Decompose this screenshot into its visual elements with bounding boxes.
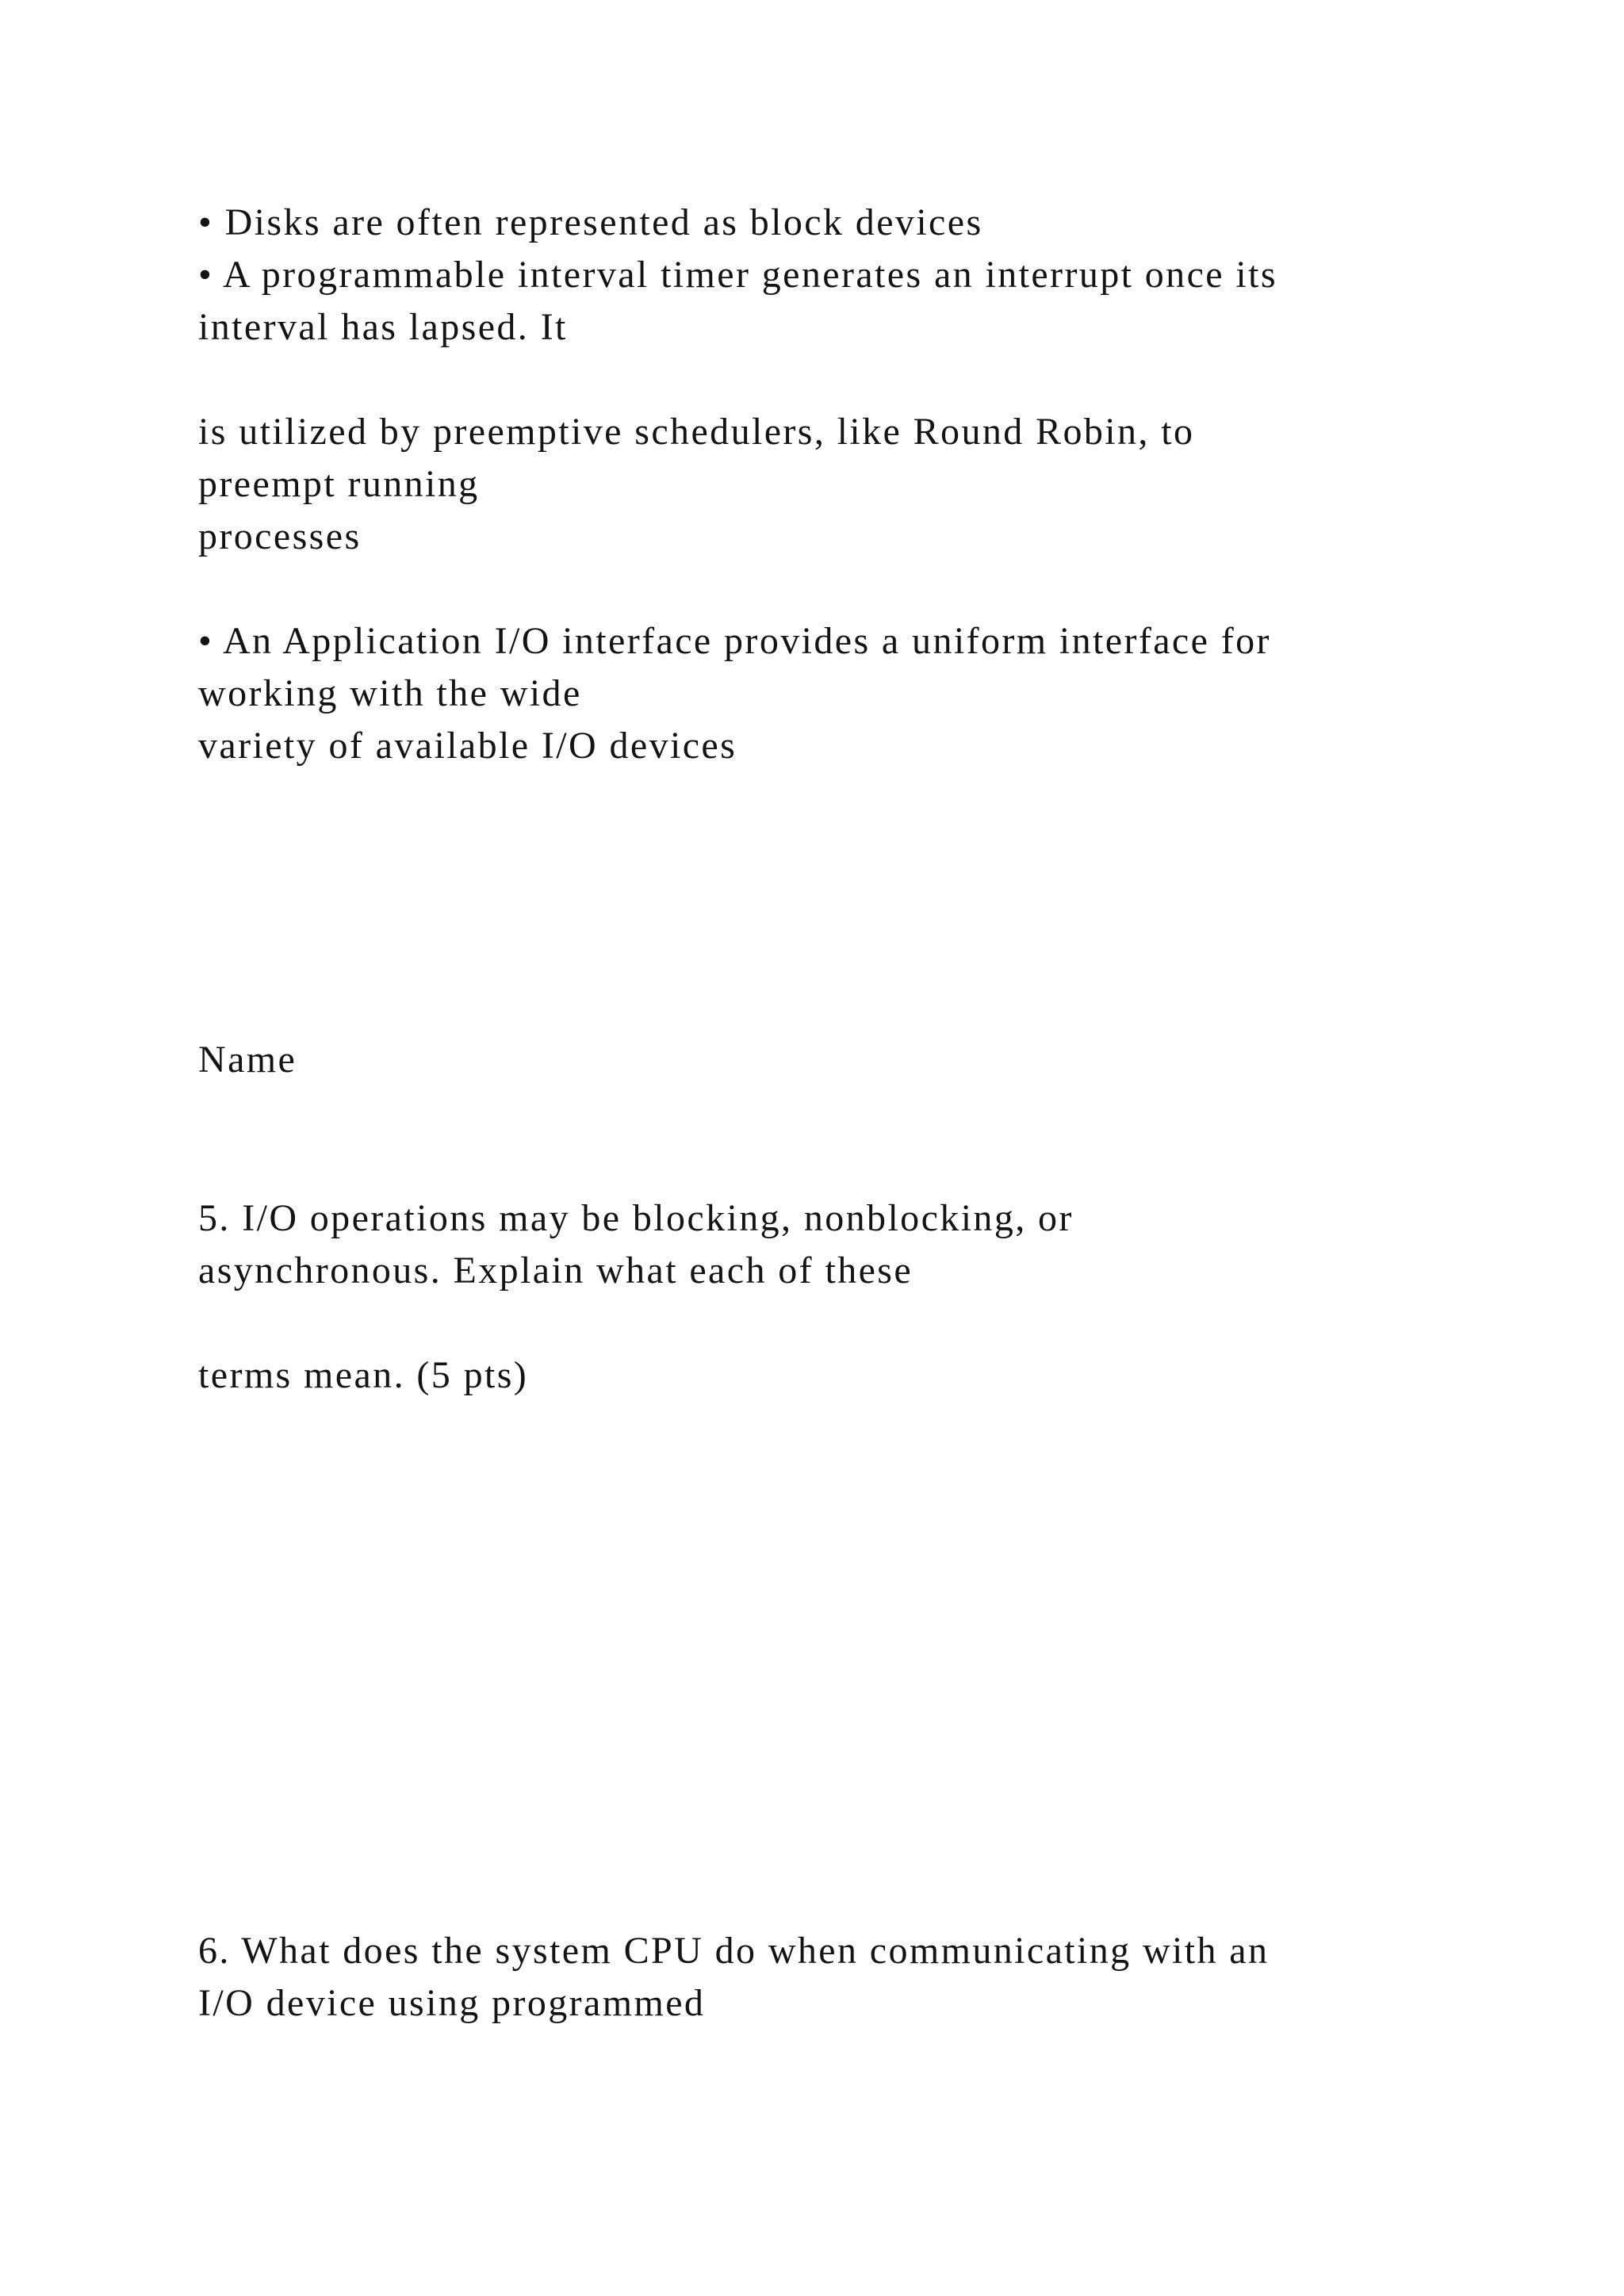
question-6-line-2: I/O device using programmed <box>198 1982 706 2024</box>
question-5-line-1: 5. I/O operations may be blocking, nonblocking, or <box>198 1197 1074 1239</box>
question-5-line-2: asynchronous. Explain what each of these <box>198 1249 914 1292</box>
bullet-application-io-line-3: variety of available I/O devices <box>198 725 737 767</box>
name-label: Name <box>198 1039 297 1081</box>
bullet-disks-block-devices: • Disks are often represented as block devices <box>198 201 983 243</box>
bullet-application-io-line-1: • An Application I/O interface provides a uniform interface for <box>198 620 1271 662</box>
question-6-line-1: 6. What does the system CPU do when communicating with an <box>198 1930 1270 1972</box>
interval-timer-continuation-line-1: is utilized by preemptive schedulers, like Round Robin, to <box>198 411 1195 453</box>
interval-timer-continuation-line-3: processes <box>198 515 362 557</box>
bullet-interval-timer-line-2: interval has lapsed. It <box>198 306 568 348</box>
interval-timer-continuation-line-2: preempt running <box>198 463 480 505</box>
bullet-interval-timer-line-1: • A programmable interval timer generates an interrupt once its <box>198 254 1277 296</box>
question-5-points: terms mean. (5 pts) <box>198 1354 529 1396</box>
bullet-application-io-line-2: working with the wide <box>198 672 582 714</box>
